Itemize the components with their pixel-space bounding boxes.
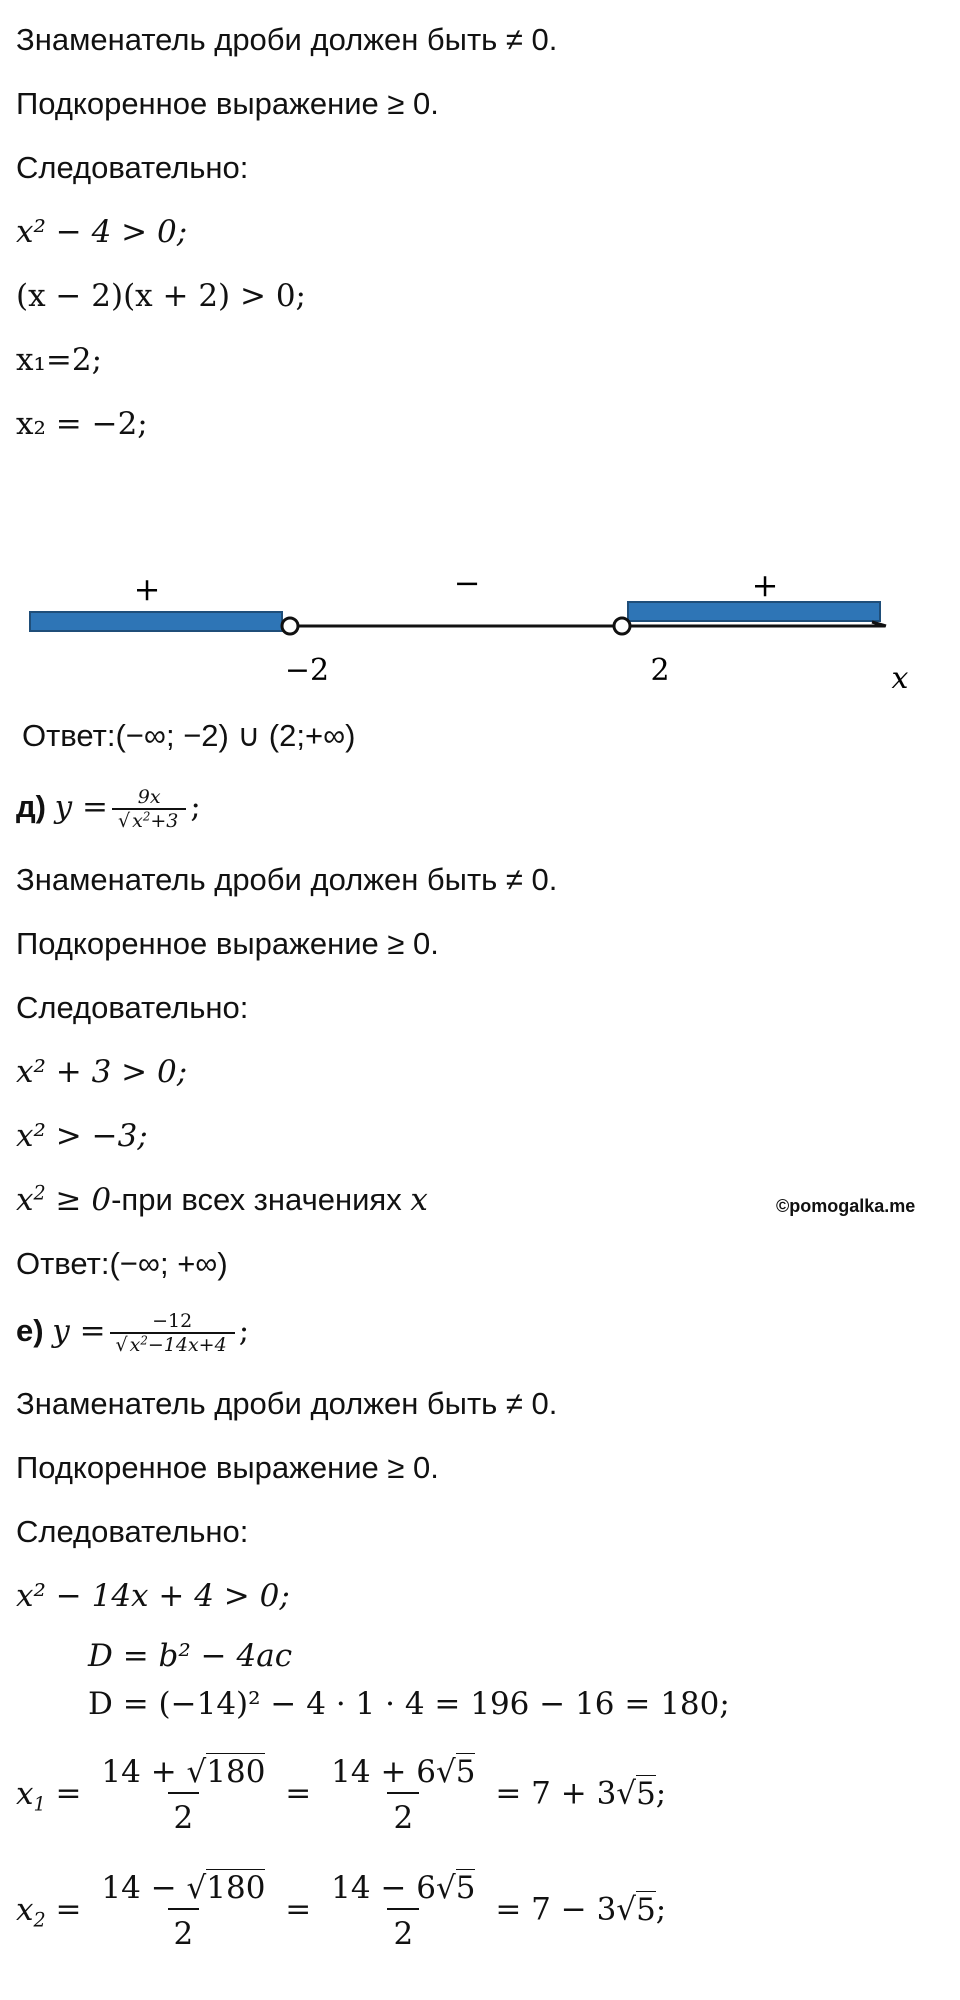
text-line: Следовательно:	[16, 1514, 249, 1549]
discriminant-value: D = (−14)² − 4 · 1 · 4 = 196 − 16 = 180;	[88, 1686, 730, 1722]
part-label: д)	[16, 789, 47, 825]
root: x₂ = −2;	[16, 406, 148, 442]
tick-label-right: 2	[650, 653, 670, 688]
fraction: $\frac{-12}{√ x^2-14x+4}$	[110, 1310, 235, 1356]
discriminant-formula: D = b² − 4ac	[88, 1638, 293, 1674]
interval-right-fill	[628, 602, 880, 621]
text-line: Следовательно:	[16, 150, 249, 185]
watermark: ©pomogalka.me	[776, 1196, 916, 1216]
number-line-diagram	[0, 560, 960, 710]
sign-left: +	[133, 570, 161, 608]
tick-label-left: −2	[284, 653, 330, 688]
text-line: Подкоренное выражение ≥ 0.	[16, 926, 439, 961]
inequality: x² + 3 > 0;	[16, 1054, 188, 1090]
fraction: $\frac{9x}{√ x^2+3}$	[112, 786, 186, 832]
sign-right: +	[751, 566, 779, 604]
text-line: Знаменатель дроби должен быть ≠ 0.	[16, 22, 558, 57]
text-line: Следовательно:	[16, 990, 249, 1025]
function-lhs: y =	[54, 789, 108, 826]
interval-left-fill	[30, 612, 282, 631]
function-lhs: y =	[52, 1313, 106, 1350]
inequality: x² − 4 > 0;	[16, 214, 188, 250]
part-label: е)	[16, 1313, 44, 1349]
function-definition: е) y = $\frac{-12}{√ x^2-14x+4}$ ;	[16, 1310, 250, 1356]
text-line: Подкоренное выражение ≥ 0.	[16, 1450, 439, 1485]
text-line: Подкоренное выражение ≥ 0.	[16, 86, 439, 121]
function-definition: д) y = $\frac{9x}{√ x^2+3}$ ;	[16, 786, 201, 832]
root-x2: $x_2$ = $\frac{14 - √180}{2}$ = $\frac{14 - 6√5}{2}$ = 7 − 3√5;	[16, 1870, 667, 1952]
inequality: (x − 2)(x + 2) > 0;	[16, 278, 307, 314]
inequality: x² − 14x + 4 > 0;	[16, 1578, 290, 1614]
inequality: x² > −3;	[16, 1118, 148, 1154]
root-x1: $x_1$ = $\frac{14 + √180}{2}$ = $\frac{14 + 6√5}{2}$ = 7 + 3√5;	[16, 1754, 667, 1836]
inequality-note: $x^2 \ge 0-при$ всех значениях x	[16, 1181, 428, 1218]
open-point-2	[614, 618, 630, 634]
answer: Ответ:(−∞; −2) ∪ (2;+∞)	[22, 718, 356, 753]
text-line: Знаменатель дроби должен быть ≠ 0.	[16, 862, 558, 897]
open-point-minus-2	[282, 618, 298, 634]
root: x₁=2;	[16, 342, 103, 378]
sign-middle: −	[453, 564, 481, 602]
axis-label: x	[891, 661, 909, 696]
text-line: Знаменатель дроби должен быть ≠ 0.	[16, 1386, 558, 1421]
note-text: -при всех значениях	[111, 1182, 402, 1217]
answer: Ответ:(−∞; +∞)	[16, 1246, 228, 1281]
